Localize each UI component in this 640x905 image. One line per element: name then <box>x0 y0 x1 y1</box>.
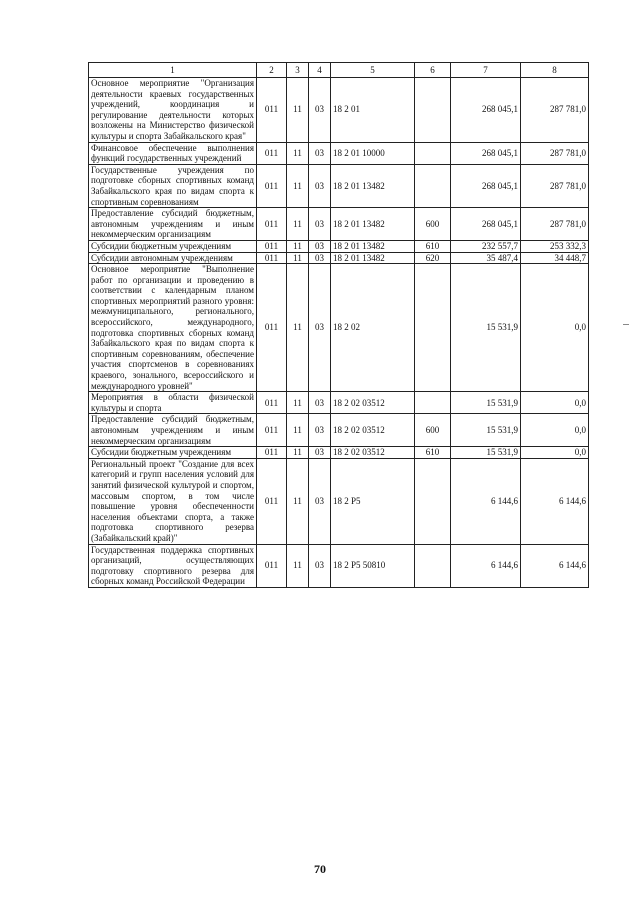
row-expense-type <box>415 458 451 544</box>
row-name: Субсидии бюджетным учреждениям <box>89 240 257 252</box>
row-name: Мероприятия в области физической культуры и спорта <box>89 392 257 414</box>
row-name: Государственная поддержка спортивных организаций, осуществляющих подготовку спортивного резерва для сборных команд Российской Федерации <box>89 544 257 587</box>
row-amount-year-2: 0,0 <box>521 392 589 414</box>
margin-mark <box>623 324 629 325</box>
row-section-code: 11 <box>287 164 309 207</box>
row-section-code: 11 <box>287 392 309 414</box>
row-expense-type <box>415 142 451 164</box>
header-col-4: 4 <box>309 63 331 78</box>
budget-table <box>88 62 589 588</box>
row-amount-year-2: 6 144,6 <box>521 458 589 544</box>
row-target-article: 18 2 02 03512 <box>331 392 415 414</box>
row-ministry-code: 011 <box>257 447 287 459</box>
row-amount-year-1: 6 144,6 <box>451 458 521 544</box>
table-row <box>89 142 589 164</box>
row-ministry-code: 011 <box>257 208 287 241</box>
row-amount-year-2: 287 781,0 <box>521 142 589 164</box>
row-amount-year-1: 35 487,4 <box>451 252 521 264</box>
row-amount-year-1: 15 531,9 <box>451 392 521 414</box>
row-section-code: 11 <box>287 78 309 143</box>
row-subsection-code: 03 <box>309 414 331 447</box>
row-expense-type <box>415 164 451 207</box>
row-ministry-code: 011 <box>257 240 287 252</box>
row-subsection-code: 03 <box>309 458 331 544</box>
row-target-article: 18 2 02 <box>331 264 415 392</box>
row-amount-year-2: 34 448,7 <box>521 252 589 264</box>
row-amount-year-1: 232 557,7 <box>451 240 521 252</box>
row-amount-year-2: 287 781,0 <box>521 164 589 207</box>
row-expense-type <box>415 264 451 392</box>
row-amount-year-2: 0,0 <box>521 414 589 447</box>
row-ministry-code: 011 <box>257 458 287 544</box>
table-row <box>89 252 589 264</box>
row-expense-type: 600 <box>415 414 451 447</box>
row-amount-year-1: 268 045,1 <box>451 78 521 143</box>
row-amount-year-2: 287 781,0 <box>521 78 589 143</box>
table-body <box>89 78 589 588</box>
table-header <box>89 63 589 78</box>
table-row <box>89 392 589 414</box>
row-amount-year-2: 253 332,3 <box>521 240 589 252</box>
row-section-code: 11 <box>287 544 309 587</box>
row-expense-type <box>415 78 451 143</box>
row-amount-year-2: 6 144,6 <box>521 544 589 587</box>
row-name: Финансовое обеспечение выполнения функций государственных учреждений <box>89 142 257 164</box>
row-subsection-code: 03 <box>309 264 331 392</box>
row-subsection-code: 03 <box>309 544 331 587</box>
row-section-code: 11 <box>287 240 309 252</box>
row-target-article: 18 2 01 13482 <box>331 252 415 264</box>
row-subsection-code: 03 <box>309 392 331 414</box>
row-name: Основное мероприятие "Организация деятельности краевых государственных учреждений, координация и регулирование деятельности которых возложены на Министерство физической культуры и спорта Забайкальского края" <box>89 78 257 143</box>
row-name: Предоставление субсидий бюджетным, автономным учреждениям и иным некоммерческим организациям <box>89 414 257 447</box>
row-ministry-code: 011 <box>257 544 287 587</box>
row-ministry-code: 011 <box>257 392 287 414</box>
row-ministry-code: 011 <box>257 252 287 264</box>
row-target-article: 18 2 P5 <box>331 458 415 544</box>
table-row <box>89 544 589 587</box>
row-target-article: 18 2 01 13482 <box>331 164 415 207</box>
row-subsection-code: 03 <box>309 447 331 459</box>
row-section-code: 11 <box>287 447 309 459</box>
row-subsection-code: 03 <box>309 164 331 207</box>
row-target-article: 18 2 01 <box>331 78 415 143</box>
row-amount-year-1: 6 144,6 <box>451 544 521 587</box>
row-target-article: 18 2 02 03512 <box>331 447 415 459</box>
header-row <box>89 63 589 78</box>
row-ministry-code: 011 <box>257 142 287 164</box>
row-ministry-code: 011 <box>257 414 287 447</box>
row-target-article: 18 2 01 13482 <box>331 240 415 252</box>
row-expense-type <box>415 392 451 414</box>
row-amount-year-1: 15 531,9 <box>451 414 521 447</box>
row-amount-year-2: 0,0 <box>521 447 589 459</box>
row-subsection-code: 03 <box>309 78 331 143</box>
row-name: Государственные учреждения по подготовке сборных спортивных команд Забайкальского края по видам спорта к спортивным соревнованиям <box>89 164 257 207</box>
row-ministry-code: 011 <box>257 264 287 392</box>
row-ministry-code: 011 <box>257 78 287 143</box>
row-expense-type <box>415 544 451 587</box>
row-ministry-code: 011 <box>257 164 287 207</box>
row-subsection-code: 03 <box>309 252 331 264</box>
row-subsection-code: 03 <box>309 208 331 241</box>
row-amount-year-1: 268 045,1 <box>451 142 521 164</box>
header-col-3: 3 <box>287 63 309 78</box>
row-target-article: 18 2 P5 50810 <box>331 544 415 587</box>
table-row <box>89 447 589 459</box>
row-amount-year-2: 287 781,0 <box>521 208 589 241</box>
row-target-article: 18 2 02 03512 <box>331 414 415 447</box>
row-expense-type: 620 <box>415 252 451 264</box>
row-expense-type: 610 <box>415 447 451 459</box>
table-row <box>89 240 589 252</box>
row-name: Предоставление субсидий бюджетным, автономным учреждениям и иным некоммерческим организациям <box>89 208 257 241</box>
table-row <box>89 414 589 447</box>
row-section-code: 11 <box>287 252 309 264</box>
row-target-article: 18 2 01 13482 <box>331 208 415 241</box>
row-section-code: 11 <box>287 208 309 241</box>
header-col-2: 2 <box>257 63 287 78</box>
header-col-8: 8 <box>521 63 589 78</box>
row-expense-type: 600 <box>415 208 451 241</box>
row-amount-year-1: 268 045,1 <box>451 164 521 207</box>
row-target-article: 18 2 01 10000 <box>331 142 415 164</box>
row-amount-year-1: 15 531,9 <box>451 264 521 392</box>
table-row <box>89 208 589 241</box>
header-col-7: 7 <box>451 63 521 78</box>
row-section-code: 11 <box>287 414 309 447</box>
row-subsection-code: 03 <box>309 240 331 252</box>
row-name: Субсидии бюджетным учреждениям <box>89 447 257 459</box>
row-amount-year-1: 268 045,1 <box>451 208 521 241</box>
row-expense-type: 610 <box>415 240 451 252</box>
row-section-code: 11 <box>287 264 309 392</box>
row-section-code: 11 <box>287 458 309 544</box>
row-section-code: 11 <box>287 142 309 164</box>
row-amount-year-1: 15 531,9 <box>451 447 521 459</box>
row-name: Субсидии автономным учреждениям <box>89 252 257 264</box>
table-row <box>89 78 589 143</box>
table-row <box>89 458 589 544</box>
row-subsection-code: 03 <box>309 142 331 164</box>
row-name: Основное мероприятие "Выполнение работ по организации и проведению в соответствии с календарным планом спортивных мероприятий разного уровня: межмуниципального, регионального, всероссийского, международного, подготовка спортивных сборных команд Забайкальского края по видам спорта к спортивным соревнованиям, обеспечение участия спортсменов в соревнованиях краевого, зонального, всероссийского и международного уровней" <box>89 264 257 392</box>
header-col-6: 6 <box>415 63 451 78</box>
row-name: Региональный проект "Создание для всех категорий и групп населения условий для занятий физической культурой и спортом, массовым спортом, в том числе повышение уровня обеспеченности населения объектами спорта, а также подготовка спортивного резерва (Забайкальский край)" <box>89 458 257 544</box>
header-col-1: 1 <box>89 63 257 78</box>
header-col-5: 5 <box>331 63 415 78</box>
table-row <box>89 264 589 392</box>
table-row <box>89 164 589 207</box>
page-number: 70 <box>314 862 326 876</box>
row-amount-year-2: 0,0 <box>521 264 589 392</box>
